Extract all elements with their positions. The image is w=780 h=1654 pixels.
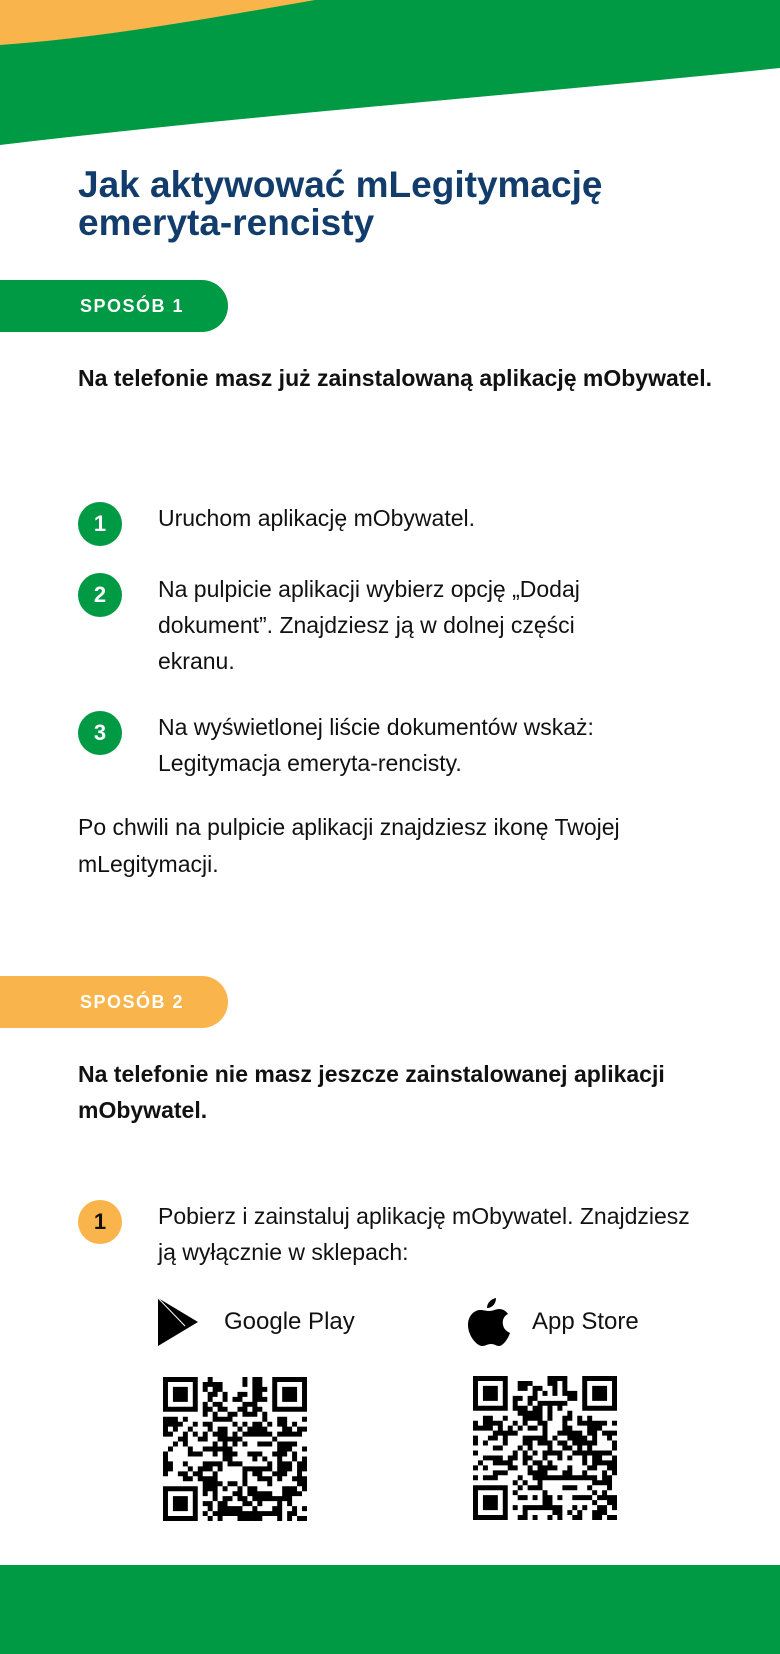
app-store-qr-code[interactable] xyxy=(473,1376,617,1520)
step-text: Na pulpicie aplikacji wybierz opcję „Dodaj dokument”. Znajdziesz ją w dolnej części ekranu. xyxy=(158,576,580,674)
step-number: 1 xyxy=(78,502,122,546)
method-1-badge: SPOSÓB 1 xyxy=(0,280,228,332)
list-item xyxy=(78,1200,758,1270)
list-item xyxy=(78,711,758,781)
step-number: 1 xyxy=(78,1200,122,1244)
app-store-link[interactable] xyxy=(468,1298,639,1346)
title-line: emeryta-rencisty xyxy=(78,202,375,243)
step-number: 3 xyxy=(78,711,122,755)
google-play-label: Google Play xyxy=(224,1308,355,1335)
method-1-outro: Po chwili na pulpicie aplikacji znajdziesz ikonę Twojej mLegitymacji. xyxy=(78,814,620,877)
method-2-lead: Na telefonie nie masz jeszcze zainstalowanej aplikacji mObywatel. xyxy=(78,1061,665,1123)
method-2-badge: SPOSÓB 2 xyxy=(0,976,228,1028)
step-number: 2 xyxy=(78,573,122,617)
header-wave xyxy=(0,0,780,150)
list-item xyxy=(78,502,758,546)
google-play-qr-code[interactable] xyxy=(163,1377,307,1521)
list-item xyxy=(78,573,758,679)
google-play-link[interactable] xyxy=(158,1298,355,1346)
step-text: Pobierz i zainstaluj aplikację mObywatel. Znajdziesz ją wyłącznie w sklepach: xyxy=(158,1203,690,1265)
step-text: Uruchom aplikację mObywatel. xyxy=(158,505,476,531)
apple-icon xyxy=(468,1298,510,1346)
method-1-lead: Na telefonie masz już zainstalowaną aplikację mObywatel. xyxy=(78,365,712,391)
title-line: Jak aktywować mLegitymację xyxy=(78,164,603,205)
footer-band xyxy=(0,1565,780,1654)
app-store-label: App Store xyxy=(532,1308,639,1335)
google-play-icon xyxy=(158,1298,198,1346)
page-title xyxy=(78,166,758,242)
step-text: Na wyświetlonej liście dokumentów wskaż: Legitymacja emeryta-rencisty. xyxy=(158,714,594,776)
